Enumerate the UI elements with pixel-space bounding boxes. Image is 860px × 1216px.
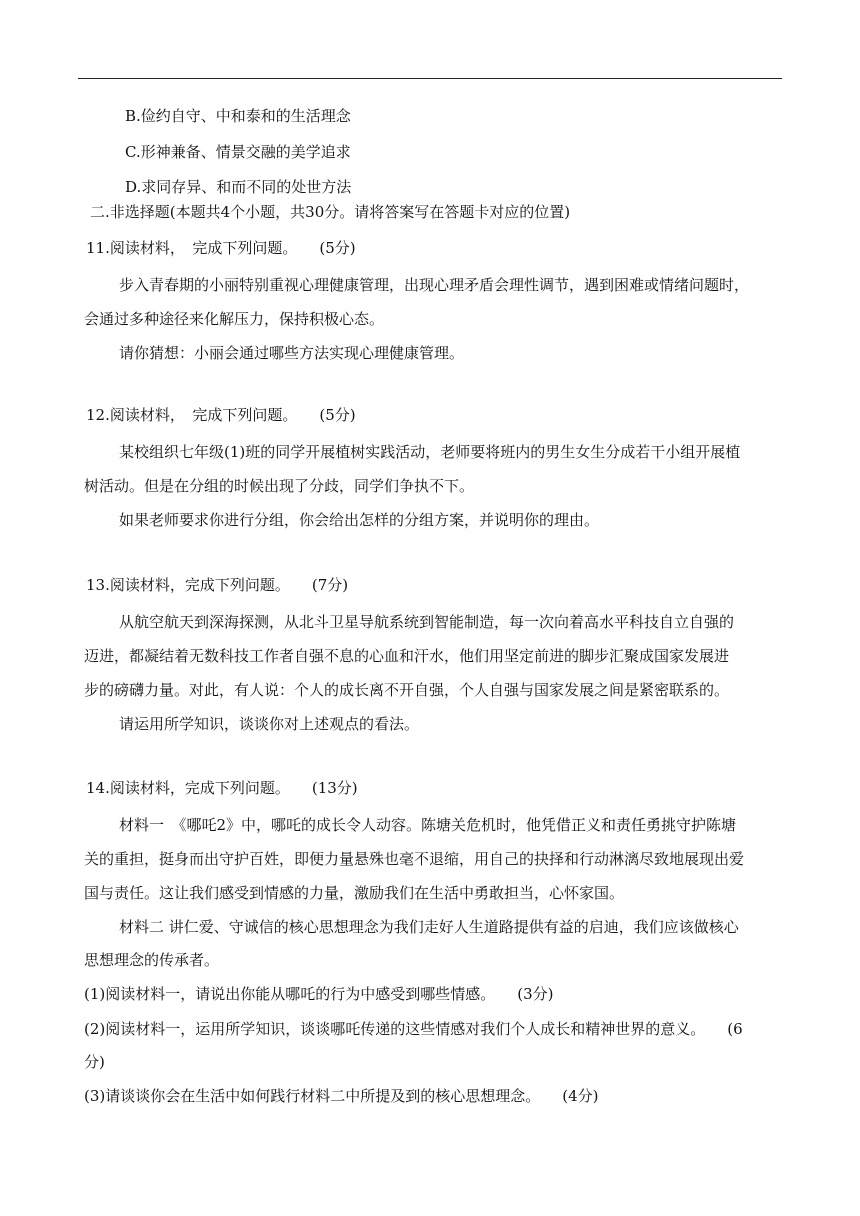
option-d: D.求同存异、和而不同的处世方法: [125, 178, 352, 196]
question-11-text: 11.阅读材料， 完成下列问题。: [86, 239, 298, 257]
section-heading: 二.非选择题(本题共4个小题，共30分。请将答案写在答题卡对应的位置): [90, 203, 571, 221]
question-14-points: (13分): [311, 779, 358, 797]
question-12-points: (5分): [319, 406, 356, 424]
sub-question-2-cont: 分): [84, 1053, 105, 1071]
sub-question-2: [84, 1019, 743, 1039]
sub-question-1-text: (1)阅读材料一，请说出你能从哪吒的行为中感受到哪些情感。: [84, 985, 496, 1003]
sub-question-3-points: (4分): [562, 1087, 599, 1105]
question-13-points: (7分): [311, 576, 349, 594]
question-11-points: (5分): [319, 239, 356, 257]
question-13-text: 13.阅读材料，完成下列问题。: [86, 576, 290, 594]
question-12-prompt: 如果老师要求你进行分组，你会给出怎样的分组方案，并说明你的理由。: [119, 511, 600, 529]
header-rule: [78, 78, 782, 79]
question-13-paragraph: 从航空航天到深海探测，从北斗卫星导航系统到智能制造，每一次向着高水平科技自立自强的: [119, 613, 735, 631]
sub-question-3: [84, 1086, 599, 1106]
material-1-cont-2: 国与责任。这让我们感受到情感的力量，激励我们在生活中勇敢担当，心怀家国。: [84, 884, 625, 902]
question-11-title: [86, 238, 356, 258]
sub-question-2-text: (2)阅读材料一，运用所学知识，谈谈哪吒传递的这些情感对我们个人成长和精神世界的意义。: [84, 1020, 706, 1038]
question-12-paragraph: 某校组织七年级(1)班的同学开展植树实践活动，老师要将班内的男生女生分成若干小组开展植: [119, 443, 741, 461]
material-1-cont: 关的重担，挺身而出守护百姓，即便力量悬殊也毫不退缩，用自己的抉择和行动淋漓尽致地展现出爱: [84, 850, 745, 868]
question-14-text: 14.阅读材料，完成下列问题。: [86, 779, 290, 797]
sub-question-1: [84, 984, 554, 1004]
question-12-paragraph-cont: 树活动。但是在分组的时候出现了分歧，同学们争执不下。: [84, 477, 475, 495]
question-11-paragraph: 步入青春期的小丽特别重视心理健康管理，出现心理矛盾会理性调节，遇到困难或情绪问题时，: [119, 276, 750, 294]
sub-question-2-points: (6: [727, 1020, 743, 1038]
material-1: 材料一 《哪吒2》中，哪吒的成长令人动容。陈塘关危机时，他凭借正义和责任勇挑守护陈塘: [119, 816, 737, 834]
question-14-title: [86, 778, 358, 798]
sub-question-1-points: (3分): [517, 985, 554, 1003]
material-2-cont: 思想理念的传承者。: [84, 951, 220, 969]
question-12-text: 12.阅读材料， 完成下列问题。: [86, 406, 298, 424]
question-13-paragraph-cont-2: 步的磅礴力量。对此，有人说：个人的成长离不开自强，个人自强与国家发展之间是紧密联系的。: [84, 681, 730, 699]
question-13-title: [86, 575, 348, 595]
question-11-paragraph-cont: 会通过多种途径来化解压力，保持积极心态。: [84, 310, 385, 328]
question-13-paragraph-cont: 迈进，都凝结着无数科技工作者自强不息的心血和汗水，他们用坚定前进的脚步汇聚成国家发展进: [84, 647, 730, 665]
question-12-title: [86, 405, 356, 425]
question-13-prompt: 请运用所学知识，谈谈你对上述观点的看法。: [119, 715, 420, 733]
option-c: C.形神兼备、情景交融的美学追求: [125, 143, 351, 161]
option-b: B.俭约自守、中和泰和的生活理念: [125, 107, 351, 125]
material-2: 材料二 讲仁爱、守诚信的核心思想理念为我们走好人生道路提供有益的启迪，我们应该做核心: [119, 918, 739, 936]
sub-question-3-text: (3)请谈谈你会在生活中如何践行材料二中所提及到的核心思想理念。: [84, 1087, 541, 1105]
question-11-prompt: 请你猜想：小丽会通过哪些方法实现心理健康管理。: [119, 344, 465, 362]
